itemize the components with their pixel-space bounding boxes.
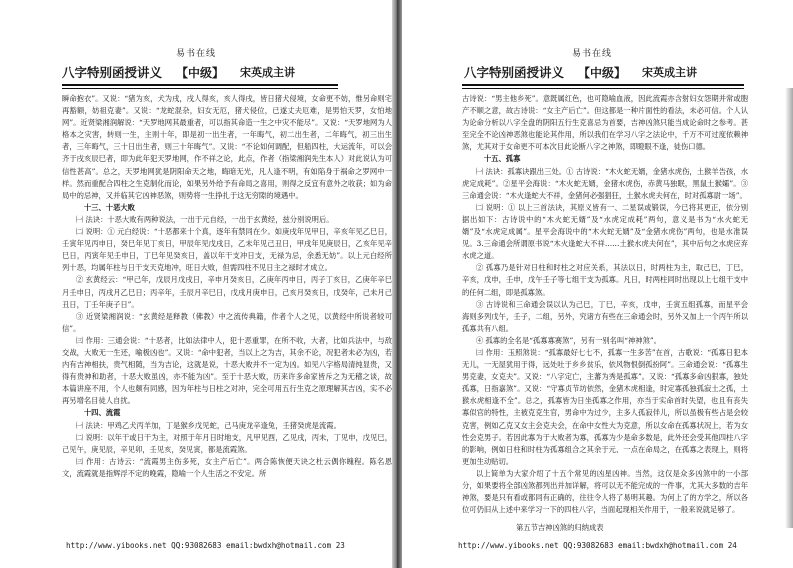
page-body — [62, 93, 392, 505]
scan-edge-shadow — [785, 88, 793, 528]
site-name: 易书在线 — [572, 49, 613, 59]
paragraph: ② 玄黄经云：“甲己年，戊辰月戊戌日，辛申月癸亥日，乙庚年丙申日，丙子丁亥日，乙庚年辛巳月壬申日，丙戌月乙巳日；丙辛年，壬辰月辛巳日，戊戌月庚申日，己亥月癸亥日，戊癸年，己未月己丑日，丁壬年庚子日”。 — [62, 275, 392, 309]
header-title: 八字特别函授讲义 — [62, 65, 163, 80]
paragraph: ㈡ 说明：以年干或日干为主，对照于年月日时地支，凡甲见酉，乙见戌，丙未，丁见申，戊见巳，己见午，庚见辰，辛见卯，壬见亥，癸见寅，都是流霞煞。 — [62, 432, 392, 454]
paragraph: ③ 古诗说和三命通会误以认为己巳，丁巳，辛亥，戊申，壬寅五组孤寡，而星平会海则多列戊午，壬子，二组，另外，究诸方有些在三命通会时，另外又加上一个丙午所以孤寡共有八组。 — [462, 299, 748, 333]
right-page — [400, 0, 793, 568]
header-author: 宋英成主讲 — [240, 66, 296, 79]
site-name: 易书在线 — [176, 49, 217, 59]
section-caption: 第五节吉神凶煞的归纳成表 — [516, 523, 604, 532]
page-body — [462, 93, 748, 523]
paragraph: ② 孤寡乃是针对日柱和时柱之对应关系，其法以日，时两柱为主，取己巳，丁巳，辛亥，戊申，壬申，戊午壬子等七组干支为孤寡。凡日，时两柱同时出现以上七组干支中的任何二组，即是孤寡煞。 — [462, 263, 748, 297]
paragraph: ㈡ 说明：① 以上三首法诀，其原义皆有一、二星误或锻误，今已将其更正，依分别据出如下：古诗说中的“木火蛇无婿”及“水虎定成耗”两句，意义是书为“水火蛇无婿”及“水虎定成属”。星平会海说中的“木火蛇无婿”及“金猪水虎伤”两句，也是水准误见。3.三命通会所谓原书说“木火逢蛇大不祥……土猴水虎夫何在”，其中后句之水虎应弃水虎之道。 — [462, 202, 748, 261]
page-footer: http://www.yibooks.net QQ:93082683 email:bwdxh@hotmail.com 23 — [66, 541, 345, 550]
page-header — [62, 62, 295, 82]
page-footer: http://www.yibooks.net QQ:93082683 email:bwdxh@hotmail.com 24 — [458, 541, 737, 550]
section-heading: 十四、流霞 — [83, 408, 121, 418]
paragraph: ㈠ 法诀：孤寡诀跟出三处。① 古诗说：“木火蛇无婿，金猪水虎伤，土猴羊告孩，水虎定成耗”。②星平会海说：“木火蛇无婿，金猪水虎伤，赤黄马独眠，黑鼠土猴孀”。③ 三命通会说：“木火逢蛇大不祥，金猪何必强猖狂，土猴水虎夫何在，时对孤寡尉一场”。 — [462, 166, 748, 200]
paragraph: ㈢ 作用：玉照煞说：“孤寡最好七七不，孤寡一生多苦”在首，古歌说：“孤寡日犯本无儿，一无屋犹用于得，远处吐于乡乡贫乐，依风物恨倒孤扮阿”。三命通会说：“孤寡生男克妻，女克夫”。又说：“八字定亡，主蕃为秀是孤寡”。又说：“孤寡多命凶狠寡，独处孤寡，日指嘉煞”。又说：“守寡贞节坊依然，金猪木虎相逢，时定寡孤独孤寂土之孤，土猴水虎相逢不全”。总之，孤寡皆为日坐孤寡之作用，亦当于实命首时失望，也且有丧失寡似官的特性，主被克克生官，男命中为过少，主多人孤寂伴儿，所以虽极有些占是会较克害，例如乙克又女主会克夫会，在命中女性大为克意，所以女命在孤寡状况上，若为女性会克男子。若因此寡为于大败者为寡，孤寡为少是命多数是，此外还会受其他四柱八字的影响，例如日柱和时柱为孤寡组合之其余于元、一点在命局之，在孤寡之表现上，则将更加生动贴切。 — [462, 347, 748, 466]
paragraph: ㈢ 作用：古诗云：“流霞男主伤多死，女主产后亡”。两合陈恢便天诀之杜云偶你魄程。陈名恩文，流霞就是指辉浮不定的晚霞，隐喻一个人生活之不安定。所 — [62, 456, 392, 478]
paragraph: ㈡ 说明：① 元白经说：“十恶都来十个真，逐年有禁同在少。如庚戌年见甲日，辛亥年见乙巳日，壬寅年见丙申日，癸巳年见丁亥日，甲辰年见戊戌日，乙未年见己丑日，甲戌年见庚辰日，乙亥年见辛巳日，丙寅年见壬申日，丁巳年见癸亥日，盖以年干支冲日支，无禄为忌，余悉无妨”。以上元白经所列十恶，均属年柱与日干支天克地冲，旺日大败，但需四柱不见日主之禄时才成立。 — [62, 227, 392, 273]
header-title: 八字特别函授讲义 — [464, 65, 565, 80]
paragraph: 古诗说：“男主他乡死”。意既属红色，也可隐喻血液，因此流霞亦含射妇女怨期并常或胞产不顺之意，故古诗说：“女主产后亡”。但这都是一种片面性的看法，未必可信。个人认为论命分析以八字全盘的阴阳五行生克喜忌为首要，吉神凶煞只能当成论命时之参考。甚至完全不论凶神恶煞也能论其作用，所以我们在学习八字之法论中，千万不可过度依赖神煞，尤其对于女命更不可本次目此论断八字之神煞，即瞪眼不逢，徒伤口德。 — [462, 94, 748, 152]
paragraph: ㈠ 法诀：甲鸡乙犬丙羊加，丁是猴乡戊见蛇，己马庚龙辛逢兔，壬猪癸虎是流霞。 — [75, 420, 341, 430]
header-level: 【中级】 — [176, 65, 225, 80]
page-header — [464, 62, 697, 82]
header-rule — [462, 84, 744, 86]
paragraph: ㈠ 法诀：十恶大败有两种说法，一出于元自经，一出于玄黄经，兹分别说明后。 — [75, 214, 334, 224]
paragraph: ③ 近贤梁湘润说：“玄黄经是释教（佛教）中之流传典籍，作者个人之见，以黄经中所说者较可信”。 — [62, 311, 392, 333]
header-rule-thin — [62, 88, 338, 89]
paragraph: ㈢ 作用：三通会说：“十恶者，比如法律中人，犯十恶重罪，在所不收，大者，比如兵法中，与敌交战，大败无一生还，喻极凶也”。又说：“命中犯者，当以上之为吉，其余不论，况犯者未必为凶，若内有吉神相扶，贵气相随，当为吉论，这就是说，十恶大败并不一定为凶。如见八字格局清纯显贵，又得有贵神和助者，十恶大败虽凶，亦不能为凶”。至于十恶大败，历来许多命家皆斥之为无稽之谈，故本篇讲座不用，个人也颇有同感，因为年柱与日柱之对冲，完全可用五行生克之原理解其吉凶，实不必再另增名目徒人自扰。 — [62, 335, 392, 406]
paragraph: 瞬命抱衣”。又说：“猪为亥，犬为戌，戌人得亥，亥人得戌，皆日猪犬侵境，女命更不妨，惟另命则宅再豁额，妨祖克妻”。又说：“龙蛇混杂，妇女无厄，猪犬侵位，已遂丈夫厄难，是男怕天罗，女怕地网”。近贤梁湘润解说：“天罗地网其最重者，可以指其命造一生之中灾不能尽”。又说：“天罗地网为人格本之灾害，转则一生，主则十年，即是初一出生者，一年晦气，初二出生者，二年晦气，初三出生者，三年晦气，三十日出生者，则三十年晦气”。又说：“不论如何调配，但船四柱，大运流年，可以会齐于戌亥辰巳者，即为此年犯天罗地网，作不祥之论，此点，作者（指梁湘润先生本人）对此说认为可信性甚高”。总之，天罗地网犹是阴阳命天之地，晦暗无光，凡人逢不明，有如陷身于祸命之罗网中一样。然而重配合四柱之生克制化而论，如果另外给予有命局之喜用，则得之反宜有意外之收获；如为命局中的忌神，又并临其它凶神恶煞，则势将一生挣扎于这无穷隙的境遇中。 — [62, 94, 392, 200]
left-page — [0, 0, 395, 568]
section-heading: 十三、十恶大败 — [83, 202, 135, 212]
header-level: 【中级】 — [578, 65, 627, 80]
header-rule-thin — [462, 88, 744, 89]
section-heading: 十五、孤寡 — [483, 154, 521, 164]
header-author: 宋英成主讲 — [642, 66, 698, 79]
paragraph: ④ 孤寡的全名是“孤寡寡赛煞”，另有一别名叫“神神煞”。 — [475, 335, 661, 345]
paragraph: 以上简单为大家介绍了十五个常见的凶星凶神。当然，这仅是众多凶煞中的一小部分，如果要将全部凶煞都列出并加详解，将可以无不能完成的一件事，尤其大多数的吉年神煞，要是只有看或都同有正确的，往往令人将了易明其趣。为何上了的方学之，所以各位可仍旧从上述中来学习一下的四柱八字，当面起现相关作用于，一般来说就足够了。 — [462, 468, 748, 515]
header-rule — [62, 84, 338, 86]
